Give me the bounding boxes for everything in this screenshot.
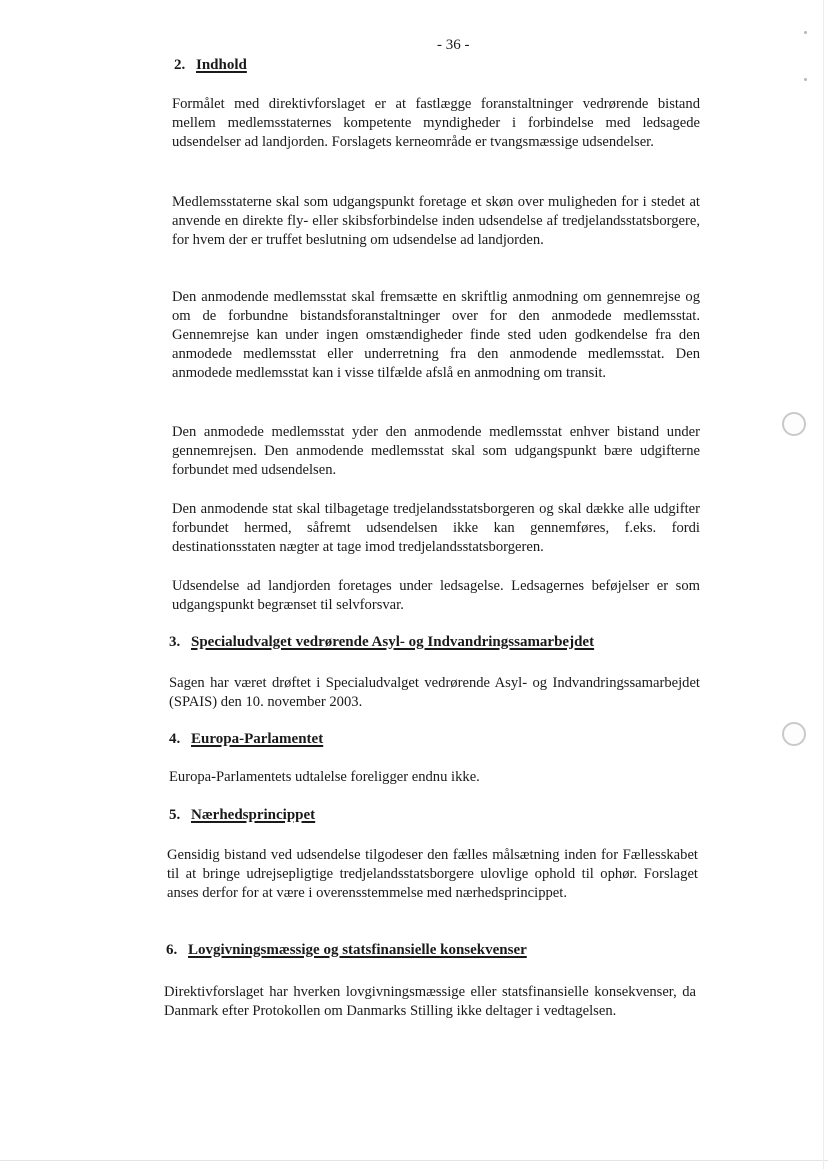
scan-edge-right xyxy=(823,0,824,1169)
paragraph: Direktivforslaget har hverken lovgivningsmæssige eller statsfinansielle konsekvenser, da Danmark efter Protokollen om Danmarks Stilling ikke deltager i vedtagelsen. xyxy=(164,984,696,1019)
punch-hole-mark xyxy=(782,722,806,746)
paragraph: Udsendelse ad landjorden foretages under ledsagelse. Ledsagernes beføjelser er som udgangspunkt begrænset til selvforsvar. xyxy=(172,578,700,613)
section-number: 5. xyxy=(169,807,181,823)
scan-speck xyxy=(804,31,807,34)
section-heading-europa-parlamentet xyxy=(169,731,323,748)
section-number: 3. xyxy=(169,634,181,650)
section-number: 6. xyxy=(166,942,178,958)
section-title: Lovgivningsmæssige og statsfinansielle konsekvenser xyxy=(188,942,527,958)
paragraph: Formålet med direktivforslaget er at fastlægge foranstaltninger vedrørende bistand mellem medlemsstaternes kompetente myndigheder i forbindelse med ledsagede udsendelser ad landjorden. Forslagets kerneområde er tvangsmæssige udsendelser. xyxy=(172,96,700,150)
section-heading-naerhedsprincippet xyxy=(169,807,315,824)
section-title: Specialudvalget vedrørende Asyl- og Indvandringssamarbejdet xyxy=(191,634,595,650)
paragraph: Den anmodende medlemsstat skal fremsætte en skriftlig anmodning om gennemrejse og om de forbundne bistandsforanstaltninger over for den anmodede medlemsstat. Gennemrejse kan under ingen omstændigheder finde sted uden godkendelse fra den anmodede medlemsstat eller underretning fra den anmodende medlemsstat. Den anmodede medlemsstat kan i visse tilfælde afslå en anmodning om transit. xyxy=(172,289,700,381)
section-heading-lovgivningsmaessige xyxy=(166,942,527,959)
scan-speck xyxy=(804,78,807,81)
scan-edge-bottom xyxy=(0,1160,828,1161)
paragraph: Den anmodede medlemsstat yder den anmodende medlemsstat enhver bistand under gennemrejsen. Den anmodende medlemsstat skal som udgangspunkt bære udgifterne forbundet med udsendelsen. xyxy=(172,424,700,478)
section-number: 4. xyxy=(169,731,181,747)
page-number: - 36 - xyxy=(437,37,470,53)
punch-hole-mark xyxy=(782,412,806,436)
section-number: 2. xyxy=(174,57,186,73)
section-heading-indhold xyxy=(174,57,247,74)
paragraph: Europa-Parlamentets udtalelse foreligger endnu ikke. xyxy=(169,769,480,785)
section-heading-specialudvalget xyxy=(169,634,594,651)
paragraph: Gensidig bistand ved udsendelse tilgodeser den fælles målsætning inden for Fællesskabet til at bringe udrejsepligtige tredjelandsstatsborgere ulovlige ophold til ophør. Forslaget anses derfor for at være i overensstemmelse med nærhedsprincippet. xyxy=(167,847,698,901)
section-title: Nærhedsprincippet xyxy=(191,807,316,823)
section-title: Europa-Parlamentet xyxy=(191,731,324,747)
paragraph: Medlemsstaterne skal som udgangspunkt foretage et skøn over muligheden for i stedet at anvende en direkte fly- eller skibsforbindelse inden udsendelse af tredjelandsstatsborgere, for hvem der er truffet beslutning om udsendelse ad landjorden. xyxy=(172,194,700,248)
section-title: Indhold xyxy=(196,57,247,73)
paragraph: Sagen har været drøftet i Specialudvalget vedrørende Asyl- og Indvandringssamarbejdet (SPAIS) den 10. november 2003. xyxy=(169,675,700,710)
paragraph: Den anmodende stat skal tilbagetage tredjelandsstatsborgeren og skal dække alle udgifter forbundet hermed, såfremt udsendelsen ikke kan gennemføres, f.eks. fordi destinationsstaten nægter at tage imod tredjelandsstatsborgeren. xyxy=(172,501,700,555)
